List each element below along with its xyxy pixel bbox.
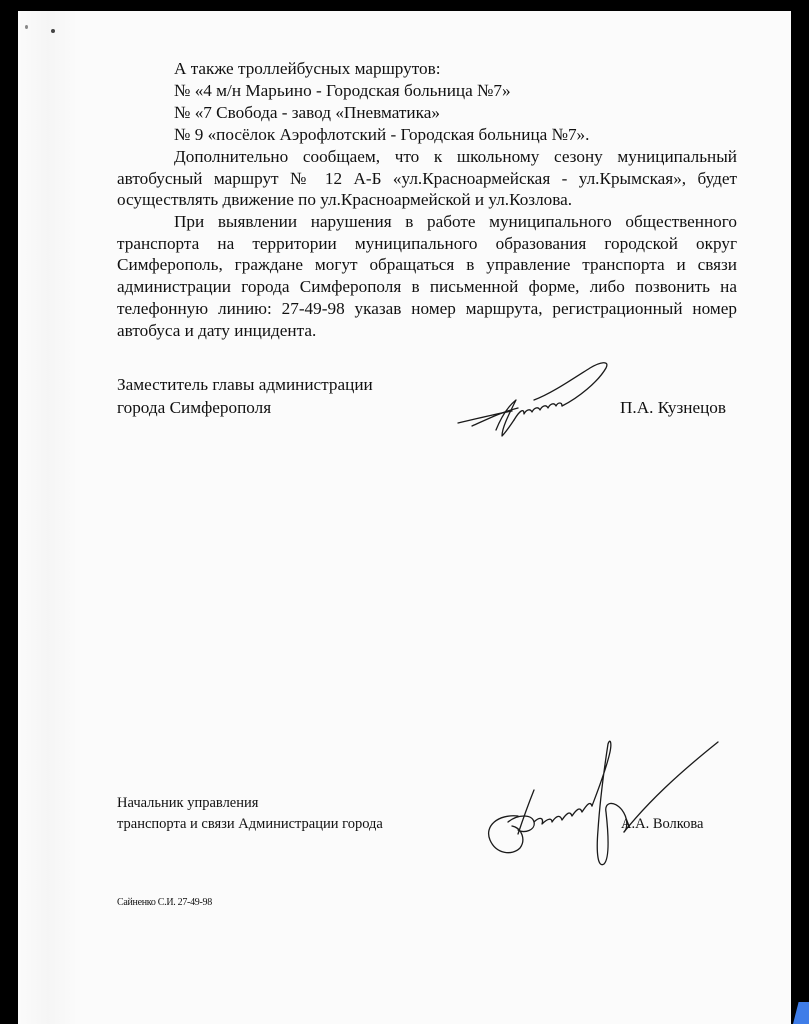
signatory-name: А.А. Волкова (621, 816, 704, 832)
signatory-position-line2: города Симферополя (117, 398, 272, 417)
paragraph-bus-route (117, 146, 737, 211)
route-item: № «7 Свобода - завод «Пневматика» (174, 103, 440, 122)
scan-speck (25, 25, 28, 29)
paragraph-violation (117, 211, 737, 341)
scan-speck (51, 29, 55, 33)
paragraph-bus-route-text: Дополнительно сообщаем, что к школьному сезону муниципальный автобусный маршрут № 12 А-Б «ул.Красноармейская - ул.Крымская», будет осуществлять движение по ул.Красноармейской и ул.Козлова. (117, 147, 737, 210)
paragraph-violation-text: При выявлении нарушения в работе муниципального общественного транспорта на территории муниципального образования городской округ Симферополь, граждане могут обращаться в управление транспорта и связи администрации города Симферополя в письменной форме, либо позвонить на телефонную линию: 27-49-98 указав номер маршрута, регистрационный номер автобуса и дату инцидента. (117, 212, 737, 340)
route-item: № «4 м/н Марьино - Городская больница №7» (174, 81, 511, 100)
executor-contact: Сайненко С.И. 27-49-98 (117, 897, 212, 908)
signature-volkova (478, 730, 728, 870)
trolleybus-intro: А также троллейбусных маршрутов: (174, 59, 441, 78)
route-item: № 9 «посёлок Аэрофлотский - Городская больница №7». (174, 125, 590, 144)
signatory-position-line2: транспорта и связи Администрации города (117, 816, 383, 832)
signatory-name: П.А. Кузнецов (620, 398, 727, 417)
signature-kuznetsov (450, 358, 620, 448)
signatory-position-line1: Начальник управления (117, 795, 259, 811)
corner-accent-shape (793, 1002, 809, 1024)
signatory-position-line1: Заместитель главы администрации (117, 375, 373, 394)
